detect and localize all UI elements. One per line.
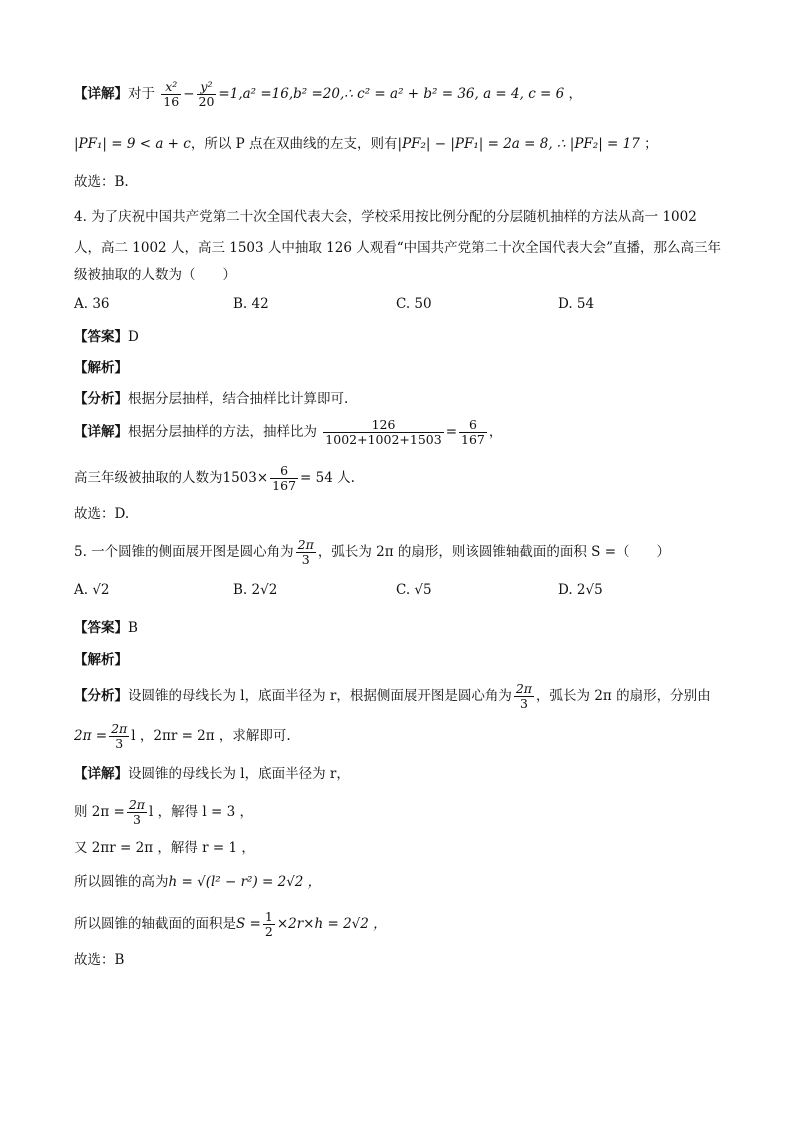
answer-label: 【答案】: [74, 620, 128, 636]
math-text: = 54: [300, 470, 333, 486]
fenxi-text: ，弧长为 2π 的扇形，分别由: [536, 688, 711, 704]
detail-text: 根据分层抽样的方法，抽样比为: [128, 424, 317, 440]
math-pf1: |PF₁| = 9 < a + c: [74, 136, 191, 152]
q5-option-d: D. 2√5: [558, 582, 603, 598]
fraction-2pi-3: $\frac{2\pi}{3}$: [111, 721, 128, 751]
fraction-2pi-3: $\frac{2\pi}{3}$: [515, 681, 533, 711]
q5-option-b: B. 2√2: [233, 582, 278, 598]
fenxi-label: 【分析】: [74, 688, 128, 704]
fenxi-text: 设圆锥的母线长为 l，底面半径为 r，根据侧面展开图是圆心角为: [128, 688, 512, 704]
answer-value: D: [128, 329, 139, 345]
fenxi-label: 【分析】: [74, 391, 128, 407]
q4-answer: [74, 327, 139, 347]
q4-detail-line: 【详解】根据分层抽样的方法，抽样比为 $\frac{126}{1002+1002+1503}$ = $\frac{6}{167}$ ，: [74, 417, 503, 447]
q3-answer-line: 故选：B.: [74, 174, 129, 190]
detail-label: 【详解】: [74, 86, 128, 102]
q4-detail-line-2: [74, 464, 355, 493]
q5-detail-5: [74, 910, 387, 939]
detail-text: 人.: [337, 470, 355, 486]
line-text: ，所以 P 点在双曲线的左支，则有: [190, 136, 398, 152]
q3-detail-line: 【详解】对于 $\frac{\text{x²}}{16}$ − $\frac{\text{y²}}{20}$ =1,a² =16,b² =20,∴ c² = a² + b² = 36, a = 4, c = 6 ，: [74, 79, 583, 109]
q3-line2: |PF₁| = 9 < a + c，所以 P 点在双曲线的左支，则有|PF₂| − |PF₁| = 2a = 8, ∴ |PF₂| = 17 ；: [74, 136, 658, 152]
fraction-1-2: $\frac{1}{2}$: [264, 909, 273, 939]
fenxi-text: 根据分层抽样，结合抽样比计算即可.: [128, 391, 349, 407]
q5-detail-1: [74, 764, 350, 784]
math-text: h = √(l² − r²) = 2√2 ，: [168, 874, 322, 890]
q4-option-d: D. 54: [558, 296, 595, 312]
stem-text: 5. 一个圆锥的侧面展开图是圆心角为: [74, 544, 294, 560]
math-expression: =1,a² =16,b² =20,∴ c² = a² + b² = 36, a = 4, c = 6: [218, 86, 565, 102]
detail-label: 【详解】: [74, 424, 128, 440]
fraction-2pi-3: $\frac{2\pi}{3}$: [297, 537, 314, 567]
detail-label: 【详解】: [74, 766, 128, 782]
q4-option-c: C. 50: [396, 296, 432, 312]
fraction-126: $\frac{126}{1002+1002+1503}$: [325, 417, 442, 447]
q4-stem-3: 级被抽取的人数为（ ）: [74, 267, 236, 283]
math-text: 1503×: [222, 470, 269, 486]
q5-option-c: C. √5: [396, 582, 432, 598]
q5-answer: [74, 618, 138, 638]
q4-stem-2: 人，高二 1002 人，高三 1503 人中抽取 126 人观看“中国共产党第二十次全国代表大会”直播，那么高三年: [74, 240, 722, 256]
fraction-y2-20: $\frac{\text{y²}}{20}$: [198, 79, 215, 109]
q5-option-a: A. √2: [74, 582, 110, 598]
math-pf2: |PF₂| − |PF₁| = 2a = 8, ∴ |PF₂| = 17: [397, 136, 640, 152]
q4-stem-1: 4. 为了庆祝中国共产党第二十次全国代表大会，学校采用按比例分配的分层随机抽样的方法从高一 1002: [74, 209, 697, 225]
fraction-6-167-b: $\frac{6}{167}$: [272, 463, 297, 493]
answer-label: 【答案】: [74, 329, 128, 345]
detail-prefix: 对于: [128, 86, 155, 102]
fraction-x2-16: $\frac{\text{x²}}{16}$: [163, 79, 180, 109]
q5-analysis-label: 【解析】: [74, 652, 128, 668]
q4-option-b: B. 42: [233, 296, 269, 312]
q4-answer-line: 故选：D.: [74, 506, 130, 522]
fraction-2pi-3: $\frac{2\pi}{3}$: [128, 797, 146, 827]
detail-text: 所以圆锥的轴截面的面积是: [74, 916, 236, 932]
q5-stem: [74, 538, 670, 567]
fraction-6-167: $\frac{6}{167}$: [461, 417, 485, 447]
q4-analysis-label: 【解析】: [74, 360, 128, 376]
q5-detail-4: [74, 872, 321, 892]
math-text: 2π =: [74, 728, 108, 744]
q5-fenxi-1: [74, 682, 711, 711]
q5-answer-line: 故选：B: [74, 952, 125, 968]
stem-text: ，弧长为 2π 的扇形，则该圆锥轴截面的面积 S =（ ）: [317, 544, 671, 560]
math-text: ×2r×h = 2√2 ，: [276, 916, 387, 932]
detail-text: 则 2π =: [74, 804, 125, 820]
q5-detail-3: 又 2πr = 2π ，解得 r = 1 ，: [74, 840, 255, 856]
detail-text: 设圆锥的母线长为 l，底面半径为 r，: [128, 766, 350, 782]
fenxi-text: l ，2πr = 2π ，求解即可.: [131, 728, 291, 744]
detail-text: l ，解得 l = 3 ，: [149, 804, 254, 820]
q4-option-a: A. 36: [74, 296, 110, 312]
math-text: S =: [236, 916, 261, 932]
detail-text: 高三年级被抽取的人数为: [74, 470, 223, 486]
answer-value: B: [128, 620, 138, 636]
q5-detail-2: [74, 798, 253, 827]
q4-fenxi: [74, 389, 348, 409]
detail-text: 所以圆锥的高为: [74, 874, 169, 890]
q5-fenxi-2: [74, 722, 291, 751]
